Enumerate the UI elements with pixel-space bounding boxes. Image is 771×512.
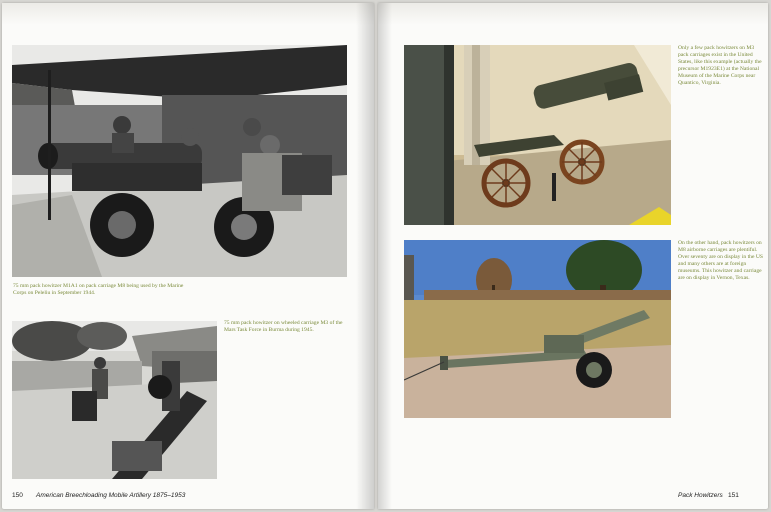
photo-howitzer-burma bbox=[12, 321, 217, 479]
running-head-left: American Breechloading Mobile Artillery 1875–1953 bbox=[36, 492, 186, 499]
photo2-caption: 75 mm pack howitzer on wheeled carriage M3 of the Mars Task Force in Burma during 1945. bbox=[224, 320, 343, 333]
running-head-right: Pack Howitzers bbox=[678, 492, 723, 499]
photo-howitzer-peleliu bbox=[12, 45, 347, 277]
photo-museum-howitzer bbox=[404, 45, 671, 225]
photo1-caption: 75 mm pack howitzer M1A1 on pack carriage M8 being used by the Marine Corps on Peleliu in September 1944. bbox=[13, 283, 184, 296]
right-page bbox=[378, 3, 768, 509]
photo3-caption: Only a few pack howitzers on M3 pack carriages exist in the United States, like this example (actually the precursor M1923E1) at the National Museum of the Marine Corps near Quantico, Virginia. bbox=[678, 45, 762, 86]
left-page bbox=[2, 3, 374, 509]
photo4-caption: On the other hand, pack howitzers on M8 airborne carriages are plentiful. Over seventy are on display in the US and many others are at foreign museums. This howitzer and carriage are on display in Vernon, Texas. bbox=[678, 240, 763, 281]
photo-outdoor-howitzer bbox=[404, 240, 671, 418]
page-number-left: 150 bbox=[12, 492, 23, 499]
page-number-right: 151 bbox=[728, 492, 739, 499]
